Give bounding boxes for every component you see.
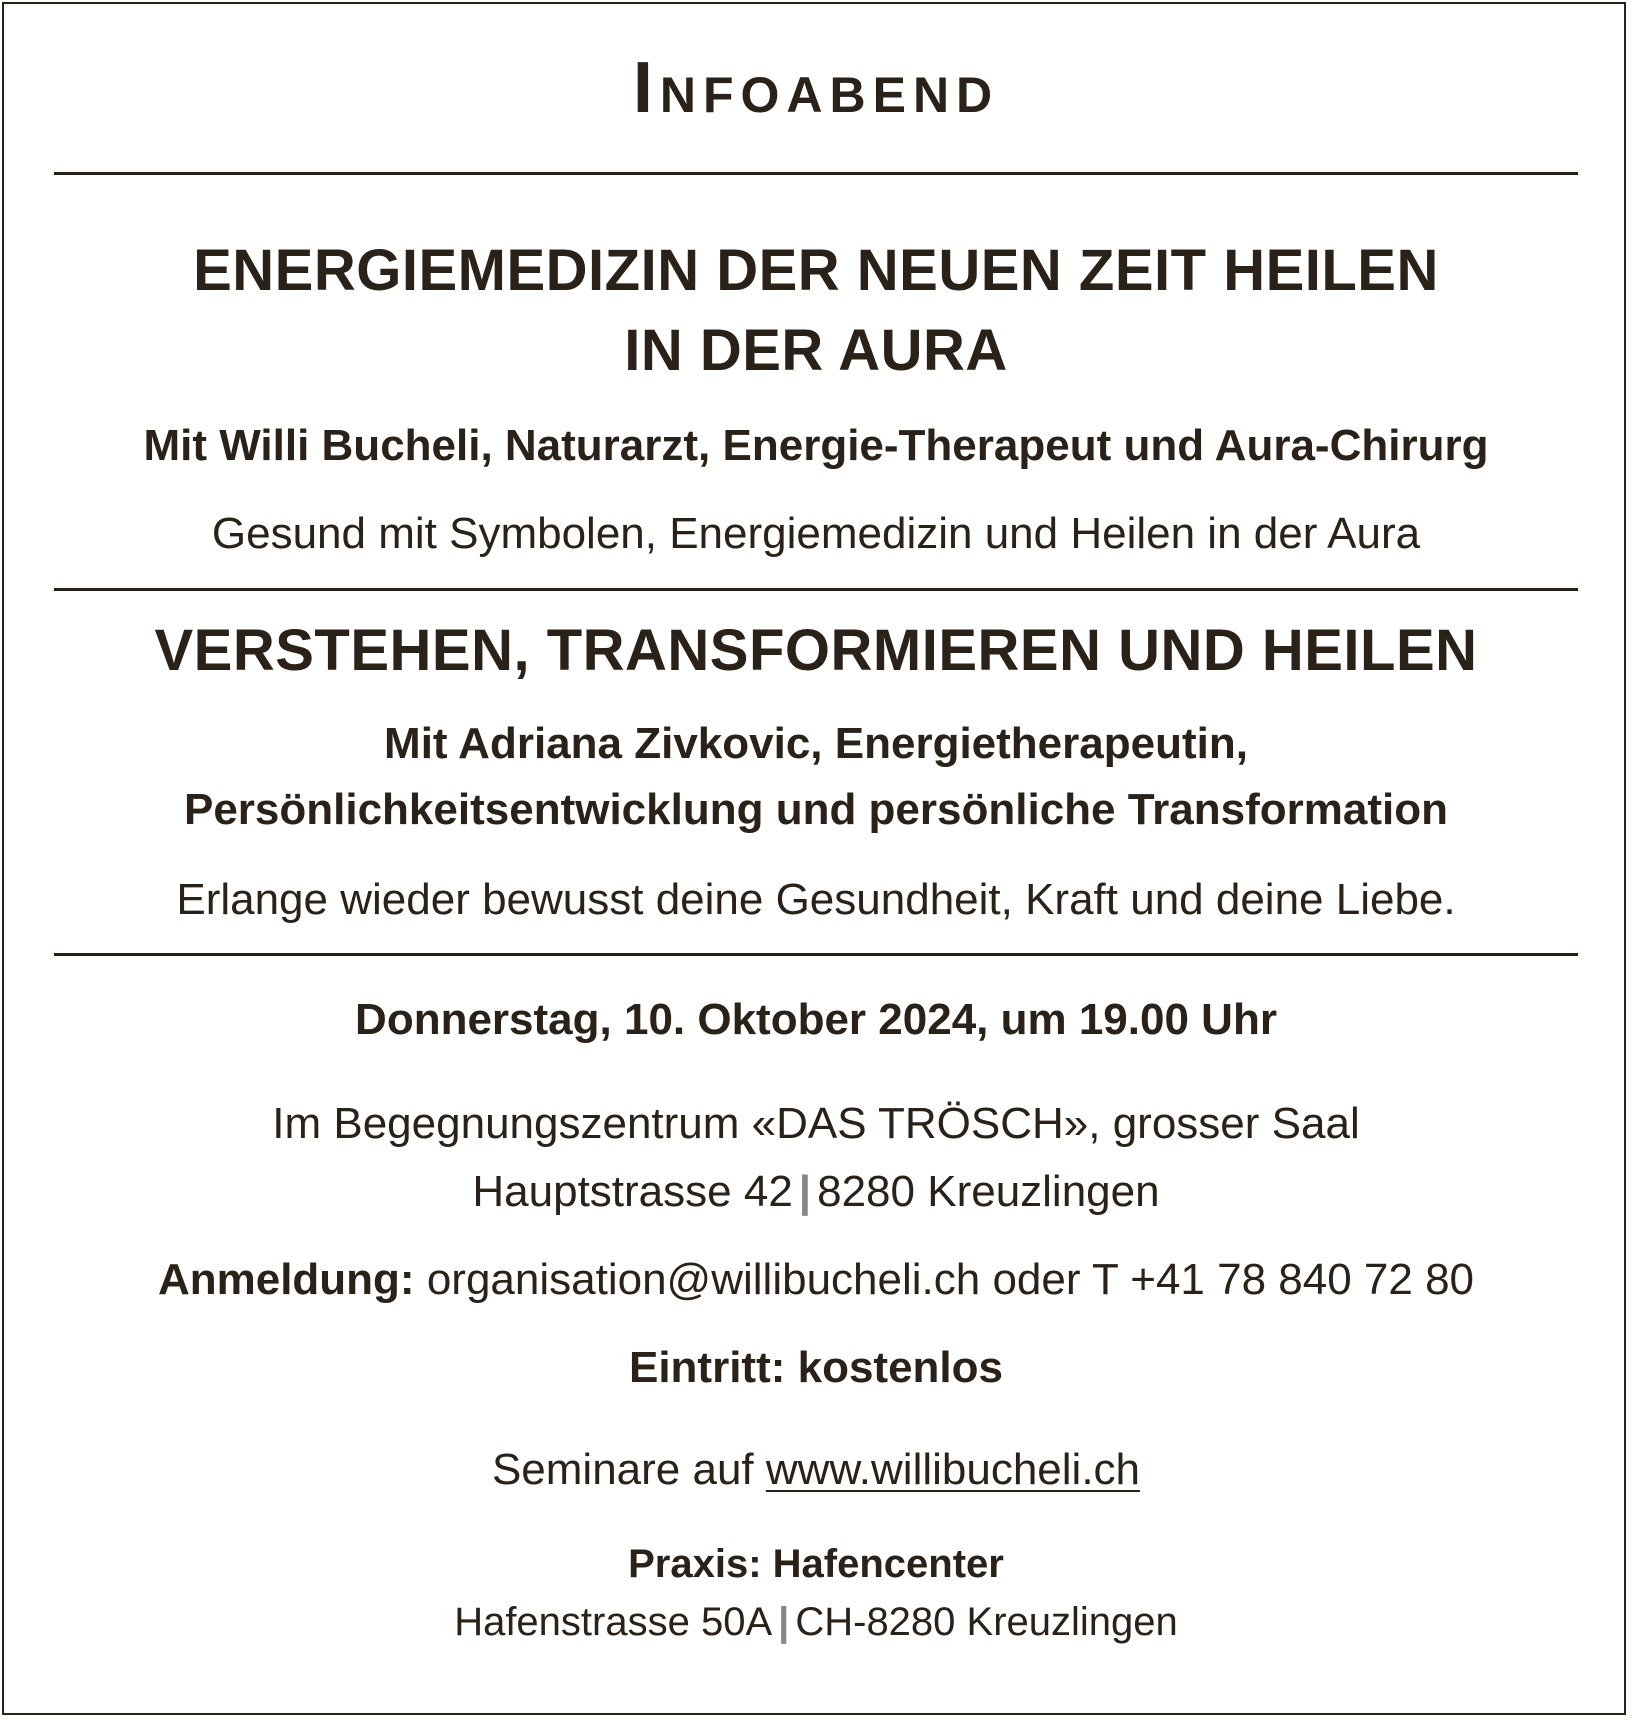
section1-presenter: Mit Willi Bucheli, Naturarzt, Energie-Therapeut und Aura-Chirurg	[143, 421, 1489, 470]
registration-contact[interactable]: organisation@willibucheli.ch oder T +41 78 840 72 80	[426, 1255, 1475, 1304]
seminars-line	[0, 1445, 1632, 1494]
event-street: Hauptstrasse 42	[472, 1167, 793, 1216]
practice-street: Hafenstrasse 50A	[454, 1600, 773, 1644]
section2-presenter-line2: Persönlichkeitsentwicklung und persönliche Transformation	[183, 785, 1449, 834]
section2-heading: VERSTEHEN, TRANSFORMIEREN UND HEILEN	[154, 618, 1478, 683]
registration-line	[0, 1255, 1632, 1304]
event-address	[0, 1167, 1632, 1216]
practice-address	[0, 1602, 1632, 1642]
address-separator: |	[798, 1167, 812, 1216]
section1-tagline: Gesund mit Symbolen, Energiemedizin und Heilen in der Aura	[211, 509, 1421, 558]
page-title: Infoabend	[632, 48, 1000, 128]
section1-heading-line1: ENERGIEMEDIZIN DER NEUEN ZEIT HEILEN	[193, 238, 1439, 303]
section2-tagline: Erlange wieder bewusst deine Gesundheit, Kraft und deine Liebe.	[176, 875, 1456, 924]
practice-separator: |	[778, 1600, 790, 1644]
seminars-prefix: Seminare auf	[491, 1445, 754, 1494]
divider-bottom	[54, 953, 1578, 956]
divider-middle	[54, 588, 1578, 591]
section2-presenter-line1: Mit Adriana Zivkovic, Energietherapeutin,	[384, 719, 1248, 768]
divider-top	[54, 172, 1578, 175]
event-city: 8280 Kreuzlingen	[817, 1167, 1160, 1216]
entry-fee: Eintritt: kostenlos	[628, 1343, 1004, 1392]
registration-label: Anmeldung:	[157, 1255, 415, 1304]
practice-city: CH-8280 Kreuzlingen	[795, 1600, 1178, 1644]
section1-heading-line2: IN DER AURA	[624, 318, 1008, 383]
practice-name: Praxis: Hafencenter	[628, 1542, 1004, 1586]
website-link[interactable]: www.willibucheli.ch	[765, 1445, 1141, 1494]
event-date: Donnerstag, 10. Oktober 2024, um 19.00 Uhr	[355, 995, 1277, 1044]
event-venue: Im Begegnungszentrum «DAS TRÖSCH», grosser Saal	[272, 1099, 1360, 1148]
